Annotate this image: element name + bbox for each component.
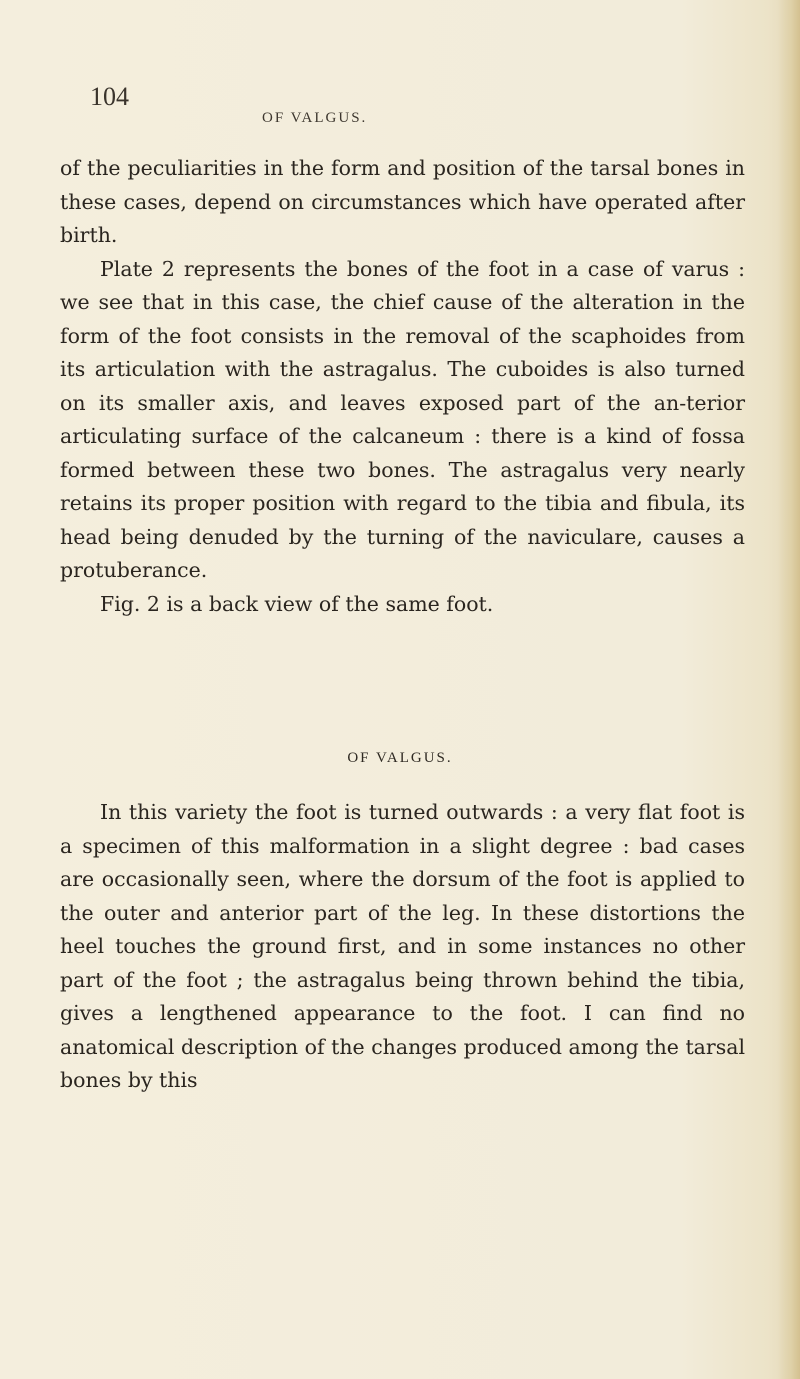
paragraph-continuation: of the peculiarities in the form and position of the tarsal bones in these cases, depend on circumstances which have operated after birth. (60, 156, 745, 247)
varus-text-block (60, 152, 745, 621)
section-heading-valgus: OF VALGUS. (347, 750, 453, 766)
paragraph-valgus: In this variety the foot is turned outwards : a very flat foot is a specimen of this malformation in a slight degree : bad cases are occasionally seen, where the dorsum of the foot is applied to the outer and anterior part of the leg. In these distortions the heel touches the ground first, and in some instances no other part of the foot ; the astragalus being thrown behind the tibia, gives a lengthened appearance to the foot. I can find no anatomical description of the changes produced among the tarsal bones by this (60, 800, 745, 1092)
running-head: OF VALGUS. (262, 110, 368, 126)
page-header (0, 82, 800, 126)
valgus-text-block (60, 796, 745, 1098)
paragraph-plate-2: Plate 2 represents the bones of the foot in a case of varus : we see that in this case, the chief cause of the alteration in the form of the foot consists in the removal of the scaphoides from its articulation with the astragalus. The cuboides is also turned on its smaller axis, and leaves exposed part of the an-terior articulating surface of the calcaneum : there is a kind of fossa formed between these two bones. The astragalus very nearly retains its proper position with regard to the tibia and fibula, its head being denuded by the turning of the naviculare, causes a protuberance. (60, 256, 745, 582)
page-number: 104 (90, 82, 129, 111)
page-edge-shadow (778, 0, 800, 1379)
paragraph-fig-2: Fig. 2 is a back view of the same foot. (100, 591, 494, 616)
